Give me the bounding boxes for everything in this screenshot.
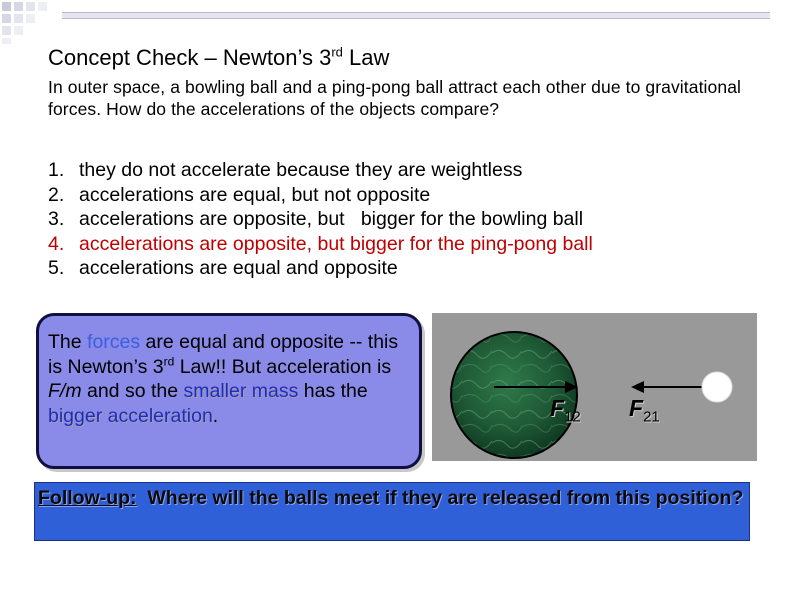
choice-2[interactable]: 2. accelerations are equal, but not opposite: [48, 183, 431, 206]
choice-5[interactable]: 5. accelerations are equal and opposite: [48, 257, 398, 279]
explanation-text: The forces are equal and opposite -- this is Newton’s 3rd Law!! But acceleration is F/m and so the smaller mass has the bigger acceleration.: [48, 331, 399, 427]
slide-title: Concept Check – Newton’s 3rd Law: [48, 44, 390, 70]
arrow-f21: [631, 381, 712, 393]
ping-pong-ball: [702, 372, 732, 402]
question-text: In outer space, a bowling ball and a ping-pong ball attract each other due to gravitational forces. How do the accelerations of the objects compare?: [48, 77, 742, 119]
force-label-f21: $F_{21}$: [629, 395, 660, 426]
force-label-f12: $F_{12}$: [550, 395, 581, 426]
force-diagram: [432, 313, 757, 461]
choice-1[interactable]: 1. they do not accelerate because they are weightless: [48, 159, 523, 181]
corner-decoration: [0, 0, 60, 45]
header-rule: [62, 12, 770, 19]
followup-text: Follow-up: Where will the balls meet if they are released from this position?: [38, 487, 744, 509]
answer-choices: [48, 158, 593, 281]
choice-4-correct[interactable]: 4. accelerations are opposite, but bigger for the ping-pong ball: [48, 232, 593, 255]
choice-3[interactable]: 3. accelerations are opposite, but bigger for the bowling ball: [48, 208, 584, 230]
